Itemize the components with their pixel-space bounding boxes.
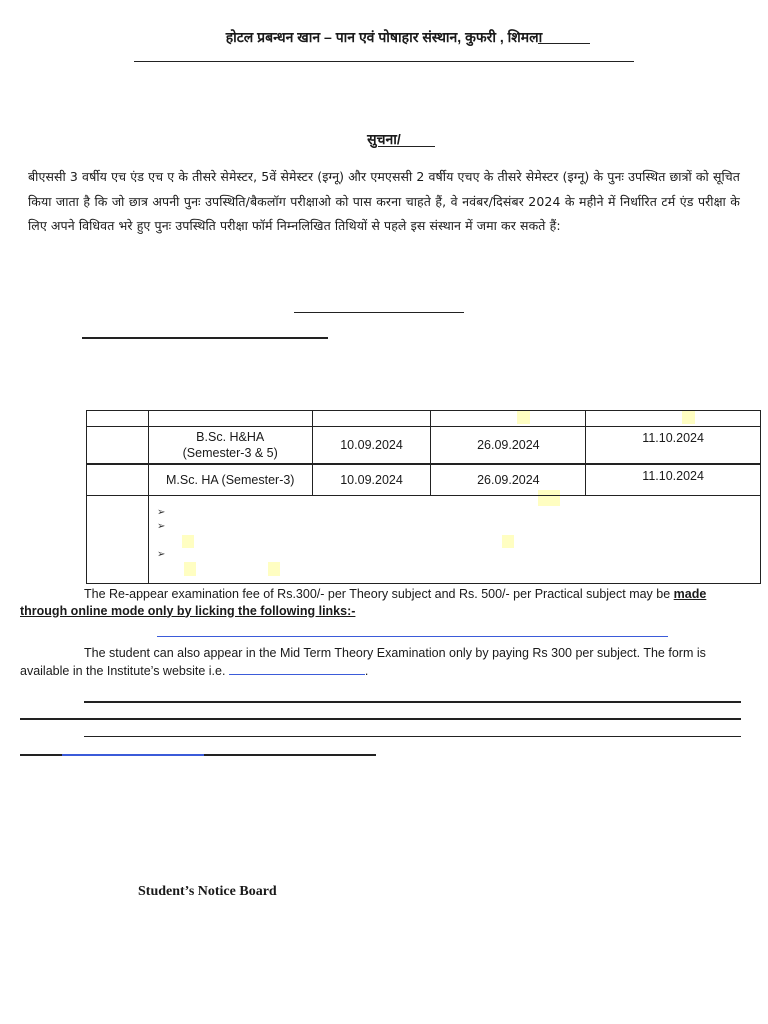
date-cell: 26.09.2024 [431, 464, 586, 496]
notice-board-label: Student’s Notice Board [138, 884, 277, 899]
table-cell [87, 496, 149, 584]
fee-paragraph [20, 586, 724, 619]
notes-cell [148, 496, 760, 584]
institute-title-text: होटल प्रबन्धन खान – पान एवं पोषाहार संस्थान, कुफरी , शिमला [225, 29, 543, 45]
table-row [87, 427, 761, 465]
midterm-paragraph [20, 645, 735, 680]
table-cell [148, 411, 312, 427]
rule-line [204, 754, 376, 756]
blank-link[interactable] [62, 754, 204, 756]
table-cell [87, 411, 149, 427]
midterm-text: The student can also appear in the Mid Term Theory Examination only by paying Rs 300 per subject. The form is available in the Institute’s website i.e. [20, 646, 706, 678]
date-cell: 11.10.2024 [586, 464, 761, 496]
blank-line-left [82, 337, 328, 339]
institute-title [0, 28, 768, 47]
header-divider [134, 61, 634, 62]
rule-line [84, 701, 741, 703]
table-cell [586, 411, 761, 427]
fee-emphasis: made through online mode only by licking the following links:- [20, 587, 707, 618]
bullet-arrow-icon: ➢ [157, 521, 166, 532]
date-cell: 10.09.2024 [312, 427, 431, 465]
title-underline-short [538, 43, 590, 44]
rule-line [20, 718, 741, 720]
midterm-end: . [364, 664, 369, 678]
course-name: B.Sc. H&HA [196, 430, 265, 444]
bullet-arrow-icon: ➢ [157, 549, 166, 560]
website-link[interactable] [229, 662, 365, 675]
fee-text: The Re-appear examination fee of Rs.300/- per Theory subject and Rs. 500/- per Practical subject may be [84, 587, 674, 601]
rule-line [20, 754, 62, 756]
table-cell [87, 427, 149, 465]
course-cell: M.Sc. HA (Semester-3) [148, 464, 312, 496]
schedule-table [86, 410, 761, 584]
table-row [87, 464, 761, 496]
course-semester: (Semester-3 & 5) [182, 446, 278, 460]
date-cell: 26.09.2024 [431, 427, 586, 465]
payment-link[interactable] [157, 636, 668, 637]
table-row [87, 496, 761, 584]
table-header-row [87, 411, 761, 427]
bullet-arrow-icon: ➢ [157, 507, 166, 518]
notice-paragraph: बीएससी 3 वर्षीय एच एंड एच ए के तीसरे सेमेस्टर, 5वें सेमेस्टर (इग्नू) और एमएससी 2 वर्षीय एचए के तीसरे सेमेस्टर (इग्नू) के पुनः उपस्थित छात्रों को सूचित किया जाता है कि जो छात्र अपनी पुनः उपस्थिति/बैकलॉग परीक्षाओ को पास करना चाहते हैं, वे नवंबर/दिसंबर 2024 के महीने में निर्धारित टर्म एंड परीक्षा के लिए अपने विधिवत भरे हुए पुनः उपस्थिति परीक्षा फॉर्म निम्नलिखित तिथियों से पहले इस संस्थान में जमा कर सकते हैं: [28, 169, 740, 233]
date-cell: 11.10.2024 [586, 427, 761, 465]
table-cell [431, 411, 586, 427]
table-cell [87, 464, 149, 496]
notice-heading-underline [378, 146, 435, 147]
course-cell [148, 427, 312, 465]
notice-heading-text: सुचना/ [367, 131, 401, 147]
date-cell: 10.09.2024 [312, 464, 431, 496]
blank-line-center [294, 312, 464, 313]
table-cell [312, 411, 431, 427]
rule-line [84, 736, 741, 737]
